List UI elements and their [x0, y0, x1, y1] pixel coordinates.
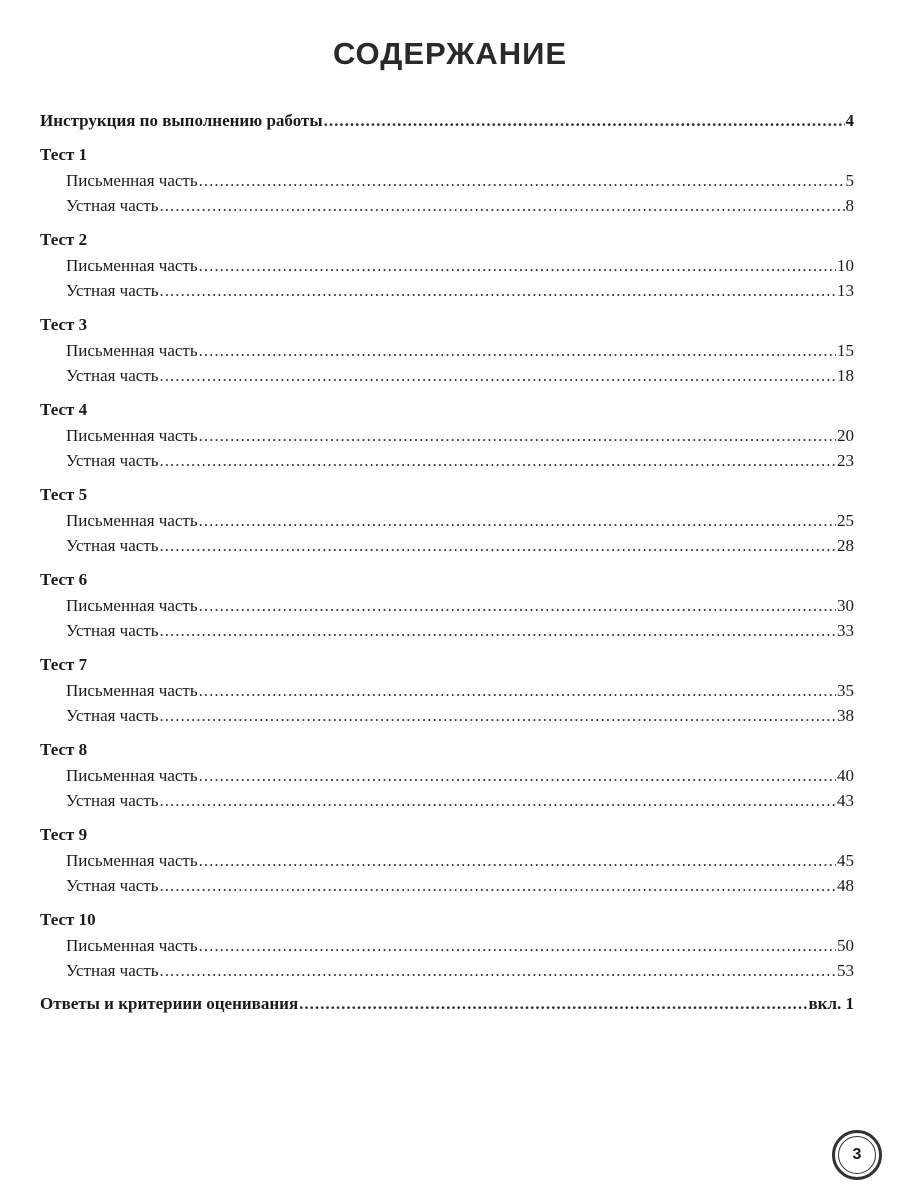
toc-page-number: 13: [837, 281, 854, 300]
toc-page-number: 33: [837, 621, 854, 640]
toc-entry-label: Устная часть: [66, 961, 159, 980]
toc-entry-oral[interactable]: [40, 193, 854, 218]
toc-page-number: 28: [837, 536, 854, 555]
dot-leader: [160, 788, 836, 813]
toc-test-heading[interactable]: Тест 10: [40, 910, 96, 929]
toc-entry-written[interactable]: [40, 848, 854, 873]
toc-entry-written[interactable]: [40, 338, 854, 363]
toc-entry-instructions[interactable]: [40, 108, 854, 133]
toc-page-number: 18: [837, 366, 854, 385]
toc-entry-written[interactable]: [40, 678, 854, 703]
dot-leader: [160, 958, 836, 983]
toc-entry-written[interactable]: [40, 933, 854, 958]
dot-leader: [199, 933, 836, 958]
toc-entry-oral[interactable]: [40, 703, 854, 728]
toc-test-heading[interactable]: Тест 7: [40, 655, 88, 674]
toc-entry-label: Устная часть: [66, 451, 159, 470]
toc-test-section: [40, 906, 854, 983]
toc-entry-oral[interactable]: [40, 278, 854, 303]
toc-page-number: 5: [845, 171, 854, 190]
toc-entry-label: Письменная часть: [66, 171, 198, 190]
toc-entry-label: Письменная часть: [66, 681, 198, 700]
toc-entry-label: Устная часть: [66, 281, 159, 300]
page-number-badge: [832, 1130, 882, 1180]
toc-test-heading[interactable]: Тест 2: [40, 230, 88, 249]
toc-entry-oral[interactable]: [40, 363, 854, 388]
toc-page-number: вкл. 1: [808, 994, 854, 1013]
toc-test-heading[interactable]: Тест 8: [40, 740, 88, 759]
toc-entry-written[interactable]: [40, 508, 854, 533]
toc-entry-oral[interactable]: [40, 618, 854, 643]
tests-list: [40, 141, 854, 983]
toc-page-number: 50: [837, 936, 854, 955]
toc-page-number: 40: [837, 766, 854, 785]
toc-test-section: [40, 736, 854, 813]
toc-page-number: 20: [837, 426, 854, 445]
toc-page-number: 15: [837, 341, 854, 360]
dot-leader: [199, 508, 836, 533]
toc-test-section: [40, 226, 854, 303]
toc-page-number: 43: [837, 791, 854, 810]
page-number: 3: [838, 1136, 876, 1174]
toc-entry-label: Инструкция по выполнению работы: [40, 111, 323, 130]
dot-leader: [160, 363, 836, 388]
toc-page-number: 35: [837, 681, 854, 700]
toc-test-heading[interactable]: Тест 4: [40, 400, 88, 419]
toc-page-number: 30: [837, 596, 854, 615]
toc-entry-label: Устная часть: [66, 791, 159, 810]
dot-leader: [199, 423, 836, 448]
toc-entry-oral[interactable]: [40, 873, 854, 898]
dot-leader: [199, 763, 836, 788]
toc-entry-oral[interactable]: [40, 533, 854, 558]
toc-entry-oral[interactable]: [40, 788, 854, 813]
toc-entry-label: Письменная часть: [66, 256, 198, 275]
toc-entry-label: Письменная часть: [66, 936, 198, 955]
toc-entry-label: Устная часть: [66, 536, 159, 555]
toc-test-heading[interactable]: Тест 1: [40, 145, 88, 164]
toc-entry-label: Устная часть: [66, 621, 159, 640]
toc-entry-label: Письменная часть: [66, 766, 198, 785]
toc-entry-written[interactable]: [40, 593, 854, 618]
toc-page-number: 25: [837, 511, 854, 530]
toc-entry-label: Письменная часть: [66, 596, 198, 615]
toc-entry-written[interactable]: [40, 763, 854, 788]
toc-entry-label: Письменная часть: [66, 341, 198, 360]
toc-page-number: 53: [837, 961, 854, 980]
toc-entry-label: Устная часть: [66, 366, 159, 385]
toc-entry-written[interactable]: [40, 423, 854, 448]
dot-leader: [160, 193, 845, 218]
dot-leader: [160, 533, 836, 558]
table-of-contents: [40, 108, 854, 1016]
dot-leader: [199, 253, 836, 278]
dot-leader: [199, 678, 836, 703]
toc-page-number: 4: [845, 111, 854, 130]
dot-leader: [199, 848, 836, 873]
toc-test-section: [40, 396, 854, 473]
dot-leader: [160, 618, 836, 643]
toc-page-number: 10: [837, 256, 854, 275]
toc-test-section: [40, 821, 854, 898]
toc-test-section: [40, 651, 854, 728]
toc-entry-written[interactable]: [40, 253, 854, 278]
dot-leader: [299, 991, 807, 1016]
page-title: СОДЕРЖАНИЕ: [332, 36, 568, 71]
dot-leader: [160, 703, 836, 728]
toc-page-number: 38: [837, 706, 854, 725]
toc-page-number: 45: [837, 851, 854, 870]
toc-entry-label: Письменная часть: [66, 426, 198, 445]
dot-leader: [160, 448, 836, 473]
toc-test-heading[interactable]: Тест 5: [40, 485, 88, 504]
toc-entry-label: Устная часть: [66, 876, 159, 895]
dot-leader: [199, 338, 836, 363]
toc-test-section: [40, 311, 854, 388]
toc-test-heading[interactable]: Тест 6: [40, 570, 88, 589]
toc-entry-oral[interactable]: [40, 958, 854, 983]
toc-page-number: 23: [837, 451, 854, 470]
toc-entry-label: Письменная часть: [66, 511, 198, 530]
dot-leader: [199, 168, 845, 193]
toc-entry-answers[interactable]: [40, 991, 854, 1016]
toc-entry-label: Устная часть: [66, 706, 159, 725]
toc-entry-label: Письменная часть: [66, 851, 198, 870]
dot-leader: [199, 593, 836, 618]
toc-entry-label: Устная часть: [66, 196, 159, 215]
toc-entry-label: Ответы и критериии оценивания: [40, 994, 299, 1013]
toc-page-number: 8: [845, 196, 854, 215]
dot-leader: [324, 108, 845, 133]
dot-leader: [160, 278, 836, 303]
toc-test-section: [40, 481, 854, 558]
toc-test-section: [40, 141, 854, 218]
toc-test-heading[interactable]: Тест 3: [40, 315, 88, 334]
toc-entry-written[interactable]: [40, 168, 854, 193]
toc-page-number: 48: [837, 876, 854, 895]
dot-leader: [160, 873, 836, 898]
toc-test-section: [40, 566, 854, 643]
toc-test-heading[interactable]: Тест 9: [40, 825, 88, 844]
toc-entry-oral[interactable]: [40, 448, 854, 473]
